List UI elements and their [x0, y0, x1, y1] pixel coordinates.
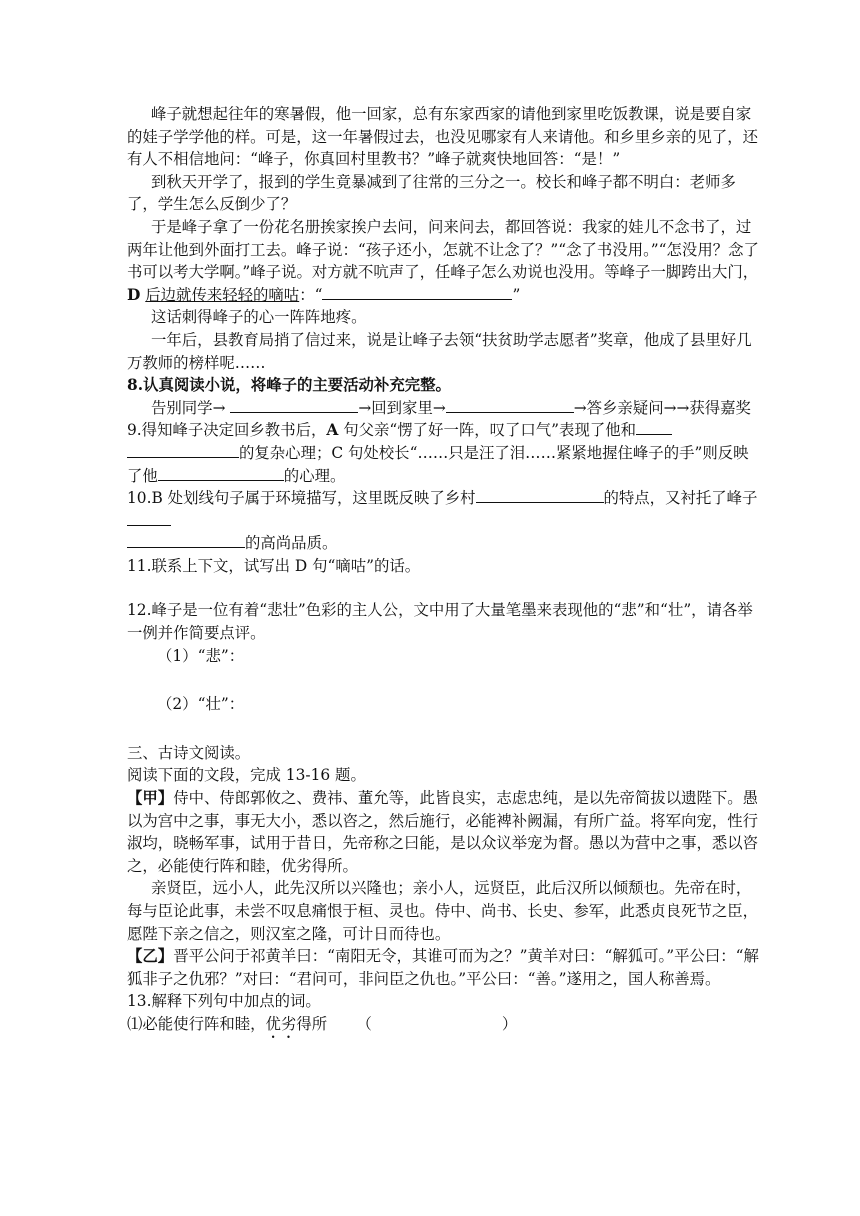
passage-label-yi: 【乙】 — [127, 947, 174, 966]
question-9: 9.得知峰子决定回乡教书后，A 句父亲“愣了好一阵，叹了口气”表现了他和 的复杂心理；C 句处校长“……只是汪了泪……紧紧地握住峰子的手”则反映了他 的心理。 — [127, 421, 749, 485]
passage-jia-1: 【甲】侍中、侍郎郭攸之、费祎、董允等，此皆良实，志虑忠纯，是以先帝简拔以遗陛下。愚以为宫中之事，事无大小，悉以咨之，然后施行，必能裨补阙漏，有所广益。将军向宠，性行淑均，晓畅军事，试用于昔日，先帝称之曰能，是以众议举宠为督。愚以为营中之事，悉以咨之，必能使行阵和睦，优劣得所。 — [127, 789, 759, 875]
question-13-title: 13.解释下列句中加点的词。 — [127, 992, 321, 1011]
answer-blank[interactable] — [158, 466, 284, 481]
answer-space[interactable] — [127, 667, 763, 693]
mark-d: D — [127, 285, 141, 304]
section-3-instruction: 阅读下面的文段，完成 13-16 题。 — [127, 766, 366, 785]
answer-blank[interactable] — [127, 533, 245, 548]
passage-yi: 【乙】晋平公问于祁黄羊曰：“南阳无令，其谁可而为之？”黄羊对曰：“解狐可。”平公曰：“解狐非子之仇邪？”对曰：“君问可，非问臣之仇也。”平公曰：“善。”遂用之，国人称善焉。 — [127, 947, 759, 988]
question-12-part-1: （1）“悲”： — [157, 646, 245, 665]
answer-blank[interactable] — [230, 398, 358, 413]
question-13-item-1: ⑴必能使行阵和睦，优劣得所 （ ） — [127, 1014, 518, 1033]
answer-blank[interactable] — [476, 488, 604, 503]
underlined-sentence-d: 后边就传来轻轻的嘀咕 — [145, 285, 300, 304]
answer-blank[interactable] — [127, 443, 239, 458]
question-11: 11.联系上下文，试写出 D 句“嘀咕”的话。 — [127, 556, 421, 575]
question-8-flow: 告别同学→ →回到家里→ →答乡亲疑问→→获得嘉奖 — [151, 398, 751, 417]
document-page — [127, 103, 763, 1042]
passage-jia-2: 亲贤臣，远小人，此先汉所以兴隆也；亲小人，远贤臣，此后汉所以倾颓也。先帝在时，每与臣论此事，未尝不叹息痛恨于桓、灵也。侍中、尚书、长史、参军，此悉贞良死节之臣，愿陛下亲之信之，则汉室之隆，可计日而待也。 — [127, 879, 759, 943]
answer-space[interactable] — [127, 716, 763, 742]
answer-blank[interactable] — [636, 420, 672, 435]
story-paragraph-3: 于是峰子拿了一份花名册挨家挨户去问，问来问去，都回答说：我家的娃儿不念书了，过两年让他到外面打工去。峰子说：“孩子还小，怎就不让念了？”“念了书没用。”“怎没用？念了书可以考大学啊。”峰子说。对方就不吭声了，任峰子怎么劝说也没用。等峰子一脚跨出大门，D 后边就传来轻轻的嘀咕：“ ” — [127, 217, 759, 304]
story-paragraph-4: 这话刺得峰子的心一阵阵地疼。 — [151, 308, 367, 327]
story-paragraph-1: 峰子就想起往年的寒暑假，他一回家，总有东家西家的请他到家里吃饭教课，说是要自家的娃子学学他的样。可是，这一年暑假过去，也没见哪家有人来请他。和乡里乡亲的见了，还有人不相信地问：“峰子，你真回村里教书？”峰子就爽快地回答：“是！” — [127, 105, 759, 169]
question-12-part-2: （2）“壮”： — [157, 695, 245, 714]
answer-blank[interactable] — [446, 398, 574, 413]
story-paragraph-5: 一年后，县教育局捎了信过来，说是让峰子去领“扶贫助学志愿者”奖章，他成了县里好几万教师的榜样呢…… — [127, 330, 752, 372]
question-12: 12.峰子是一位有着“悲壮”色彩的主人公，文中用了大量笔墨来表现他的“悲”和“壮”，请各举一例并作简要点评。 — [127, 601, 753, 643]
answer-blank[interactable] — [127, 511, 171, 526]
section-3-heading: 三、古诗文阅读。 — [127, 743, 251, 762]
passage-label-jia: 【甲】 — [127, 789, 174, 808]
story-paragraph-2: 到秋天开学了，报到的学生竟暴减到了往常的三分之一。校长和峰子都不明白：老师多了，学生怎么反倒少了？ — [127, 172, 736, 214]
answer-blank[interactable] — [322, 285, 512, 300]
question-8-title: 8.认真阅读小说，将峰子的主要活动补充完整。 — [127, 376, 451, 395]
answer-space[interactable] — [127, 577, 763, 599]
question-10: 10.B 处划线句子属于环境描写，这里既反映了乡村 的特点，又衬托了峰子 的高尚品质。 — [127, 489, 758, 553]
dotted-word: 优劣 — [265, 1014, 297, 1033]
